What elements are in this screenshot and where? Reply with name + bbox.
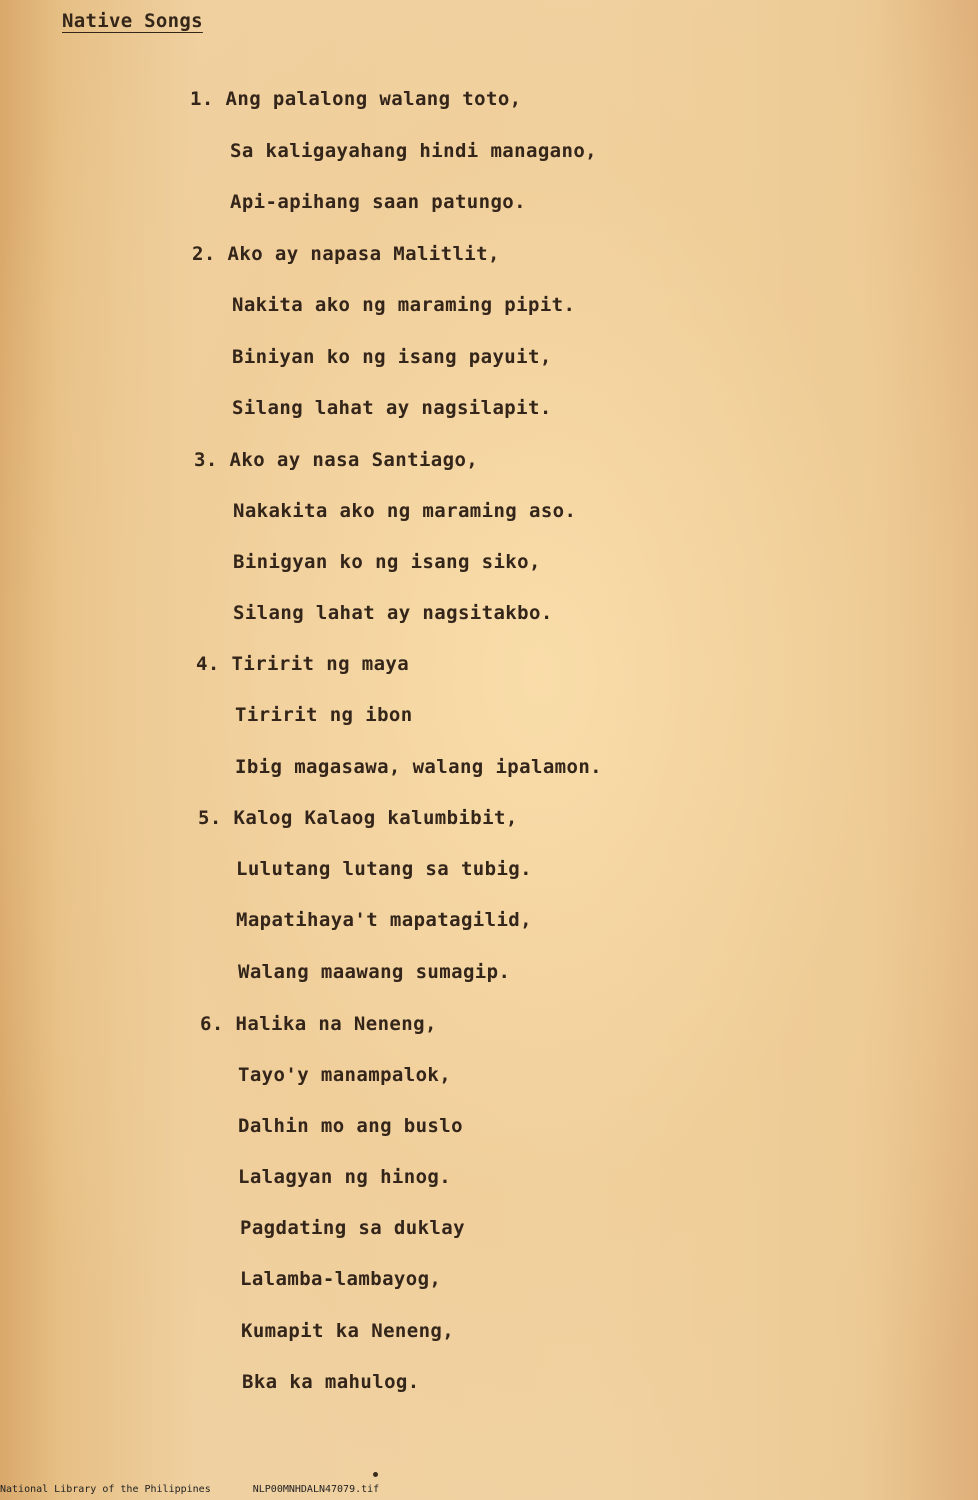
song-2-line-1: 2. Ako ay napasa Malitlit,: [192, 243, 500, 265]
song-6-line-6: Lalamba-lambayog,: [240, 1268, 442, 1290]
page-mark-dot: [373, 1472, 378, 1477]
song-6-line-4: Lalagyan ng hinog.: [238, 1166, 452, 1188]
song-6-line-3: Dalhin mo ang buslo: [238, 1115, 463, 1137]
song-2-line-3: Biniyan ko ng isang payuit,: [232, 346, 552, 368]
song-6-line-8: Bka ka mahulog.: [242, 1371, 420, 1393]
song-4-line-3: Ibig magasawa, walang ipalamon.: [235, 756, 603, 778]
song-4-line-2: Tiririt ng ibon: [235, 704, 413, 726]
song-6-line-2: Tayo'y manampalok,: [238, 1064, 452, 1086]
footer-library: National Library of the Philippines: [0, 1484, 211, 1495]
song-5-line-3: Mapatihaya't mapatagilid,: [236, 909, 532, 931]
song-1-line-1: 1. Ang palalong walang toto,: [190, 88, 522, 110]
song-5-line-2: Lulutang lutang sa tubig.: [236, 858, 532, 880]
song-3-line-3: Binigyan ko ng isang siko,: [233, 551, 541, 573]
song-4-line-1: 4. Tiririt ng maya: [196, 653, 410, 675]
page-title: Native Songs: [62, 10, 203, 32]
song-3-line-1: 3. Ako ay nasa Santiago,: [194, 449, 479, 471]
footer-filename: NLP00MNHDALN47079.tif: [252, 1484, 380, 1495]
song-3-line-2: Nakakita ako ng maraming aso.: [233, 500, 577, 522]
song-2-line-4: Silang lahat ay nagsilapit.: [232, 397, 552, 419]
song-2-line-2: Nakita ako ng maraming pipit.: [232, 294, 576, 316]
song-5-line-4: Walang maawang sumagip.: [238, 961, 511, 983]
song-3-line-4: Silang lahat ay nagsitakbo.: [233, 602, 553, 624]
scan-footer: [0, 1484, 415, 1495]
song-1-line-3: Api-apihang saan patungo.: [230, 191, 526, 213]
song-5-line-1: 5. Kalog Kalaog kalumbibit,: [198, 807, 518, 829]
song-6-line-1: 6. Halika na Neneng,: [200, 1013, 437, 1035]
song-6-line-7: Kumapit ka Neneng,: [241, 1320, 455, 1342]
song-1-line-2: Sa kaligayahang hindi managano,: [230, 140, 598, 162]
song-6-line-5: Pagdating sa duklay: [240, 1217, 465, 1239]
